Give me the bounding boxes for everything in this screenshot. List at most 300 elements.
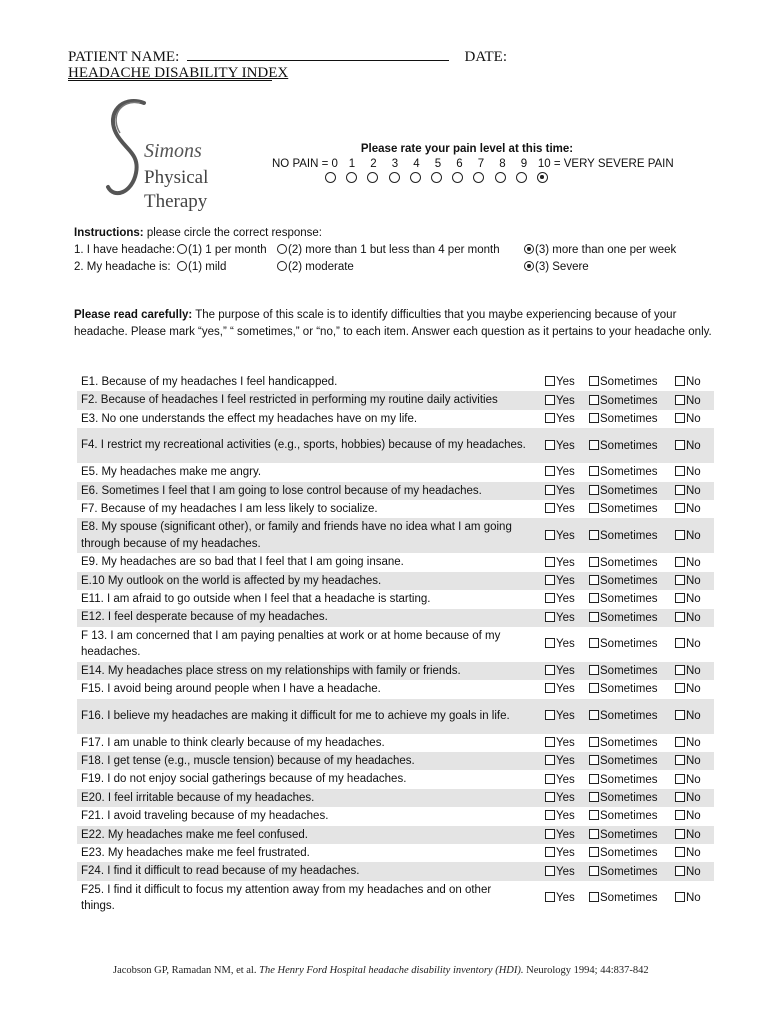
pain-number: 9 <box>520 158 528 170</box>
checkbox-icon <box>589 665 599 675</box>
answer-no-label: No <box>686 638 701 651</box>
checkbox-icon <box>545 683 555 693</box>
patient-name-field[interactable] <box>187 46 449 61</box>
answer-yes-label: Yes <box>556 412 575 425</box>
answer-no-checkbox[interactable] <box>675 638 701 650</box>
pain-radio[interactable] <box>346 172 357 183</box>
pain-radio[interactable] <box>410 172 421 183</box>
answer-yes-label: Yes <box>556 574 575 587</box>
answer-yes-checkbox[interactable] <box>545 376 575 388</box>
answer-no-checkbox[interactable] <box>675 847 701 859</box>
answer-sometimes-label: Sometimes <box>600 611 658 624</box>
pain-radio[interactable] <box>495 172 506 183</box>
answer-sometimes-checkbox[interactable] <box>589 847 658 859</box>
answer-yes-label: Yes <box>556 484 575 497</box>
instructions-section <box>74 225 714 276</box>
answer-sometimes-checkbox[interactable] <box>589 638 658 650</box>
pain-scale <box>272 143 672 170</box>
answer-no-checkbox[interactable] <box>675 466 701 478</box>
checkbox-icon <box>675 557 685 567</box>
checkbox-icon <box>589 710 599 720</box>
answer-no-label: No <box>686 503 701 516</box>
radio-icon <box>277 261 287 271</box>
q1-option-1[interactable]: (1) 1 per month <box>177 242 267 259</box>
answer-no-label: No <box>686 736 701 749</box>
checkbox-icon <box>675 710 685 720</box>
question-row <box>77 862 714 880</box>
checkbox-icon <box>675 440 685 450</box>
checkbox-icon <box>545 866 555 876</box>
logo-text-therapy: Therapy <box>144 191 208 212</box>
answer-yes-checkbox[interactable] <box>545 557 575 569</box>
answer-sometimes-label: Sometimes <box>600 736 658 749</box>
answer-yes-checkbox[interactable] <box>545 683 575 695</box>
checkbox-icon <box>545 829 555 839</box>
checkbox-icon <box>675 665 685 675</box>
answer-sometimes-label: Sometimes <box>600 865 658 878</box>
checkbox-icon <box>545 575 555 585</box>
answer-no-label: No <box>686 892 701 905</box>
checkbox-icon <box>545 665 555 675</box>
answer-no-checkbox[interactable] <box>675 575 701 587</box>
citation-journal: Neurology 1994; 44:837-842 <box>523 965 649 976</box>
answer-sometimes-label: Sometimes <box>600 503 658 516</box>
answer-no-checkbox[interactable] <box>675 376 701 388</box>
answer-sometimes-checkbox[interactable] <box>589 683 658 695</box>
checkbox-icon <box>589 755 599 765</box>
checkbox-icon <box>675 413 685 423</box>
checkbox-icon <box>589 503 599 513</box>
checkbox-icon <box>675 810 685 820</box>
answer-yes-checkbox[interactable] <box>545 612 575 624</box>
checkbox-icon <box>675 575 685 585</box>
instructions-label: Instructions: <box>74 227 144 239</box>
checkbox-icon <box>545 774 555 784</box>
checkbox-icon <box>589 829 599 839</box>
question-row <box>77 500 714 518</box>
pain-radio[interactable] <box>389 172 400 183</box>
answer-no-label: No <box>686 847 701 860</box>
answer-sometimes-label: Sometimes <box>600 810 658 823</box>
radio-selected-icon <box>524 261 534 271</box>
pain-number: 6 <box>456 158 463 170</box>
answer-sometimes-label: Sometimes <box>600 755 658 768</box>
checkbox-icon <box>589 413 599 423</box>
answer-yes-checkbox[interactable] <box>545 829 575 841</box>
question-row <box>77 699 714 734</box>
answer-sometimes-label: Sometimes <box>600 710 658 723</box>
answer-no-label: No <box>686 710 701 723</box>
radio-icon <box>177 261 187 271</box>
answer-yes-checkbox[interactable] <box>545 665 575 677</box>
checkbox-icon <box>589 530 599 540</box>
checkbox-icon <box>675 774 685 784</box>
answer-sometimes-checkbox[interactable] <box>589 413 658 425</box>
checkbox-icon <box>675 466 685 476</box>
q1-option-3[interactable]: (3) more than one per week <box>524 242 676 259</box>
checkbox-icon <box>545 810 555 820</box>
answer-no-label: No <box>686 865 701 878</box>
answer-sometimes-checkbox[interactable] <box>589 810 658 822</box>
pain-radio[interactable] <box>325 172 336 183</box>
checkbox-icon <box>545 466 555 476</box>
checkbox-icon <box>545 485 555 495</box>
citation-authors: Jacobson GP, Ramadan NM, et al. <box>113 965 260 976</box>
q1-option-2[interactable]: (2) more than 1 but less than 4 per month <box>277 242 500 259</box>
checkbox-icon <box>589 866 599 876</box>
answer-no-checkbox[interactable] <box>675 665 701 677</box>
answer-sometimes-label: Sometimes <box>600 828 658 841</box>
pain-radio-selected[interactable] <box>537 172 548 183</box>
q2-option-3[interactable]: (3) Severe <box>524 259 589 276</box>
answer-no-label: No <box>686 773 701 786</box>
answer-sometimes-checkbox[interactable] <box>589 376 658 388</box>
answer-no-checkbox[interactable] <box>675 710 701 722</box>
answer-yes-label: Yes <box>556 503 575 516</box>
pain-number: 4 <box>413 158 420 170</box>
answer-sometimes-checkbox[interactable] <box>589 485 658 497</box>
checkbox-icon <box>675 892 685 902</box>
q2-option-1[interactable]: (1) mild <box>177 259 226 276</box>
pain-scale-labels <box>272 158 672 170</box>
instructions-text: please circle the correct response: <box>143 227 322 239</box>
answer-no-checkbox[interactable] <box>675 440 701 452</box>
answer-no-checkbox[interactable] <box>675 792 701 804</box>
checkbox-icon <box>589 395 599 405</box>
q2-label: 2. My headache is: <box>74 261 171 273</box>
radio-selected-icon <box>524 244 534 254</box>
radio-icon <box>277 244 287 254</box>
answer-sometimes-label: Sometimes <box>600 847 658 860</box>
checkbox-icon <box>589 792 599 802</box>
patient-name-label: PATIENT NAME: <box>68 49 180 65</box>
checkbox-icon <box>675 503 685 513</box>
answer-sometimes-checkbox[interactable] <box>589 503 658 515</box>
checkbox-icon <box>545 638 555 648</box>
question-row <box>77 410 714 428</box>
answer-yes-checkbox[interactable] <box>545 593 575 605</box>
answer-yes-checkbox[interactable] <box>545 755 575 767</box>
answer-yes-checkbox[interactable] <box>545 485 575 497</box>
answer-yes-label: Yes <box>556 892 575 905</box>
checkbox-icon <box>545 892 555 902</box>
checkbox-icon <box>675 792 685 802</box>
checkbox-icon <box>545 413 555 423</box>
answer-no-label: No <box>686 810 701 823</box>
checkbox-icon <box>589 612 599 622</box>
answer-sometimes-checkbox[interactable] <box>589 575 658 587</box>
logo-text-physical: Physical <box>144 167 209 188</box>
checkbox-icon <box>589 376 599 386</box>
question-row <box>77 482 714 500</box>
answer-no-label: No <box>686 683 701 696</box>
checkbox-icon <box>545 530 555 540</box>
checkbox-icon <box>589 638 599 648</box>
answer-yes-label: Yes <box>556 773 575 786</box>
question-text: F 13. I am concerned that I am paying penalties at work or at home because of my headaches. <box>81 629 501 659</box>
question-text: F21. I avoid traveling because of my headaches. <box>81 810 329 823</box>
answer-sometimes-label: Sometimes <box>600 529 658 542</box>
question-row <box>77 789 714 807</box>
answer-no-checkbox[interactable] <box>675 755 701 767</box>
answer-no-label: No <box>686 593 701 606</box>
answer-no-checkbox[interactable] <box>675 774 701 786</box>
pain-number: 1 <box>348 158 356 170</box>
answer-sometimes-label: Sometimes <box>600 665 658 678</box>
answer-yes-checkbox[interactable] <box>545 530 575 542</box>
logo-script-text: Simons <box>144 140 202 162</box>
answer-yes-label: Yes <box>556 865 575 878</box>
answer-no-checkbox[interactable] <box>675 485 701 497</box>
pain-radio[interactable] <box>452 172 463 183</box>
read-carefully-label: Please read carefully: <box>74 309 193 321</box>
answer-no-checkbox[interactable] <box>675 866 701 878</box>
answer-sometimes-checkbox[interactable] <box>589 466 658 478</box>
form-header <box>68 46 708 82</box>
checkbox-icon <box>589 557 599 567</box>
radio-icon <box>177 244 187 254</box>
checkbox-icon <box>545 737 555 747</box>
question-row <box>77 734 714 752</box>
question-text: E20. I feel irritable because of my headaches. <box>81 791 315 804</box>
checkbox-icon <box>589 466 599 476</box>
checkbox-icon <box>675 530 685 540</box>
answer-sometimes-label: Sometimes <box>600 484 658 497</box>
question-row <box>77 518 714 553</box>
checkbox-icon <box>675 755 685 765</box>
question-text: F7. Because of my headaches I am less likely to socialize. <box>81 502 378 515</box>
checkbox-icon <box>545 557 555 567</box>
question-text: E14. My headaches place stress on my relationships with family or friends. <box>81 664 461 677</box>
question-row <box>77 881 714 916</box>
question-text: F2. Because of headaches I feel restricted in performing my routine daily activities <box>81 394 498 407</box>
read-carefully-section <box>74 307 714 341</box>
answer-yes-label: Yes <box>556 466 575 479</box>
answer-no-checkbox[interactable] <box>675 530 701 542</box>
checkbox-icon <box>589 892 599 902</box>
question-text: F4. I restrict my recreational activities (e.g., sports, hobbies) because of my headaches. <box>81 439 526 452</box>
answer-no-label: No <box>686 828 701 841</box>
question-row <box>77 844 714 862</box>
pain-radio[interactable] <box>431 172 442 183</box>
checkbox-icon <box>675 847 685 857</box>
answer-no-label: No <box>686 466 701 479</box>
answer-yes-checkbox[interactable] <box>545 847 575 859</box>
answer-yes-label: Yes <box>556 665 575 678</box>
checkbox-icon <box>675 683 685 693</box>
answer-no-label: No <box>686 611 701 624</box>
answer-sometimes-checkbox[interactable] <box>589 665 658 677</box>
question-row <box>77 590 714 608</box>
answer-yes-label: Yes <box>556 683 575 696</box>
checkbox-icon <box>545 503 555 513</box>
answer-no-checkbox[interactable] <box>675 683 701 695</box>
checkbox-icon <box>545 847 555 857</box>
answer-sometimes-checkbox[interactable] <box>589 395 658 407</box>
answer-yes-label: Yes <box>556 529 575 542</box>
question-row <box>77 807 714 825</box>
answer-no-checkbox[interactable] <box>675 593 701 605</box>
question-text: E5. My headaches make me angry. <box>81 466 262 479</box>
answer-sometimes-label: Sometimes <box>600 638 658 651</box>
answer-no-checkbox[interactable] <box>675 737 701 749</box>
answer-sometimes-checkbox[interactable] <box>589 792 658 804</box>
pain-right-label: 10 = VERY SEVERE PAIN <box>537 158 674 170</box>
answer-no-checkbox[interactable] <box>675 395 701 407</box>
answer-sometimes-label: Sometimes <box>600 683 658 696</box>
answer-sometimes-checkbox[interactable] <box>589 737 658 749</box>
answer-sometimes-checkbox[interactable] <box>589 440 658 452</box>
answer-yes-label: Yes <box>556 394 575 407</box>
question-row <box>77 752 714 770</box>
checkbox-icon <box>675 395 685 405</box>
answer-yes-checkbox[interactable] <box>545 866 575 878</box>
checkbox-icon <box>545 710 555 720</box>
answer-sometimes-checkbox[interactable] <box>589 892 658 904</box>
checkbox-icon <box>675 866 685 876</box>
answer-sometimes-label: Sometimes <box>600 574 658 587</box>
answer-no-checkbox[interactable] <box>675 413 701 425</box>
checkbox-icon <box>589 593 599 603</box>
pain-number: 3 <box>391 158 399 170</box>
pain-scale-title: Please rate your pain level at this time: <box>360 143 574 155</box>
checkbox-icon <box>675 829 685 839</box>
answer-sometimes-checkbox[interactable] <box>589 829 658 841</box>
question-text: E8. My spouse (significant other), or family and friends have no idea what I am going through because of my headaches. <box>81 521 512 550</box>
checkbox-icon <box>675 485 685 495</box>
checkbox-icon <box>589 810 599 820</box>
question-text: F16. I believe my headaches are making it difficult for me to achieve my goals in life. <box>81 709 510 722</box>
answer-yes-checkbox[interactable] <box>545 466 575 478</box>
answer-sometimes-label: Sometimes <box>600 773 658 786</box>
question-text: E12. I feel desperate because of my headaches. <box>81 611 328 624</box>
answer-yes-checkbox[interactable] <box>545 575 575 587</box>
answer-no-checkbox[interactable] <box>675 612 701 624</box>
answer-no-checkbox[interactable] <box>675 810 701 822</box>
answer-yes-label: Yes <box>556 755 575 768</box>
answer-yes-checkbox[interactable] <box>545 737 575 749</box>
question-row <box>77 391 714 409</box>
checkbox-icon <box>589 774 599 784</box>
answer-no-checkbox[interactable] <box>675 503 701 515</box>
answer-no-label: No <box>686 412 701 425</box>
q2-option-2[interactable]: (2) moderate <box>277 259 354 276</box>
pain-number: 2 <box>370 158 377 170</box>
answer-sometimes-checkbox[interactable] <box>589 612 658 624</box>
answer-no-label: No <box>686 439 701 452</box>
citation-title: The Henry Ford Hospital headache disability inventory (HDI). <box>259 965 524 976</box>
checkbox-icon <box>675 376 685 386</box>
citation <box>113 965 649 976</box>
answer-sometimes-checkbox[interactable] <box>589 755 658 767</box>
answer-sometimes-checkbox[interactable] <box>589 866 658 878</box>
question-text: E23. My headaches make me feel frustrated. <box>81 846 310 859</box>
pain-radio[interactable] <box>473 172 484 183</box>
answer-yes-checkbox[interactable] <box>545 440 575 452</box>
answer-sometimes-checkbox[interactable] <box>589 530 658 542</box>
date-field[interactable] <box>68 66 272 81</box>
question-text: E1. Because of my headaches I feel handicapped. <box>81 375 338 388</box>
question-row <box>77 662 714 680</box>
answer-yes-checkbox[interactable] <box>545 638 575 650</box>
date-label: DATE: <box>464 49 508 65</box>
checkbox-icon <box>545 395 555 405</box>
answer-sometimes-label: Sometimes <box>600 892 658 905</box>
answer-no-checkbox[interactable] <box>675 557 701 569</box>
question-row <box>77 463 714 481</box>
checkbox-icon <box>589 847 599 857</box>
checkbox-icon <box>545 612 555 622</box>
answer-yes-checkbox[interactable] <box>545 503 575 515</box>
answer-yes-checkbox[interactable] <box>545 792 575 804</box>
answer-no-checkbox[interactable] <box>675 892 701 904</box>
answer-no-label: No <box>686 394 701 407</box>
answer-sometimes-checkbox[interactable] <box>589 710 658 722</box>
question-text: F18. I get tense (e.g., muscle tension) because of my headaches. <box>81 755 415 768</box>
pain-number: 5 <box>434 158 442 170</box>
checkbox-icon <box>589 737 599 747</box>
checkbox-icon <box>589 485 599 495</box>
checkbox-icon <box>589 575 599 585</box>
checkbox-icon <box>545 792 555 802</box>
checkbox-icon <box>589 683 599 693</box>
pain-number: 8 <box>499 158 506 170</box>
answer-yes-checkbox[interactable] <box>545 810 575 822</box>
answer-yes-label: Yes <box>556 736 575 749</box>
answer-no-label: No <box>686 376 701 389</box>
question-text: E6. Sometimes I feel that I am going to lose control because of my headaches. <box>81 484 482 497</box>
answer-no-label: No <box>686 556 701 569</box>
question-row <box>77 553 714 571</box>
checkbox-icon <box>545 755 555 765</box>
answer-yes-checkbox[interactable] <box>545 395 575 407</box>
answer-sometimes-label: Sometimes <box>600 394 658 407</box>
q1-label: 1. I have headache: <box>74 244 176 256</box>
answer-yes-label: Yes <box>556 439 575 452</box>
answer-no-label: No <box>686 484 701 497</box>
question-text: E9. My headaches are so bad that I feel that I am going insane. <box>81 556 404 569</box>
answer-sometimes-label: Sometimes <box>600 412 658 425</box>
answer-no-checkbox[interactable] <box>675 829 701 841</box>
answer-yes-label: Yes <box>556 810 575 823</box>
answer-no-label: No <box>686 755 701 768</box>
answer-sometimes-checkbox[interactable] <box>589 557 658 569</box>
pain-radio[interactable] <box>367 172 378 183</box>
pain-number: 7 <box>477 158 485 170</box>
checkbox-icon <box>675 638 685 648</box>
answer-sometimes-checkbox[interactable] <box>589 774 658 786</box>
answer-sometimes-label: Sometimes <box>600 376 658 389</box>
questionnaire-table <box>77 373 714 916</box>
checkbox-icon <box>675 593 685 603</box>
answer-sometimes-checkbox[interactable] <box>589 593 658 605</box>
answer-yes-label: Yes <box>556 792 575 805</box>
answer-yes-checkbox[interactable] <box>545 710 575 722</box>
answer-yes-label: Yes <box>556 556 575 569</box>
answer-sometimes-label: Sometimes <box>600 466 658 479</box>
answer-no-label: No <box>686 574 701 587</box>
answer-yes-checkbox[interactable] <box>545 774 575 786</box>
pain-left-label: NO PAIN = 0 <box>272 158 338 170</box>
question-row <box>77 428 714 463</box>
answer-sometimes-label: Sometimes <box>600 593 658 606</box>
answer-yes-checkbox[interactable] <box>545 413 575 425</box>
question-text: E11. I am afraid to go outside when I feel that a headache is starting. <box>81 593 431 606</box>
pain-radio[interactable] <box>516 172 527 183</box>
question-text: F17. I am unable to think clearly because of my headaches. <box>81 736 385 749</box>
answer-yes-checkbox[interactable] <box>545 892 575 904</box>
question-text: E.10 My outlook on the world is affected by my headaches. <box>81 574 382 587</box>
